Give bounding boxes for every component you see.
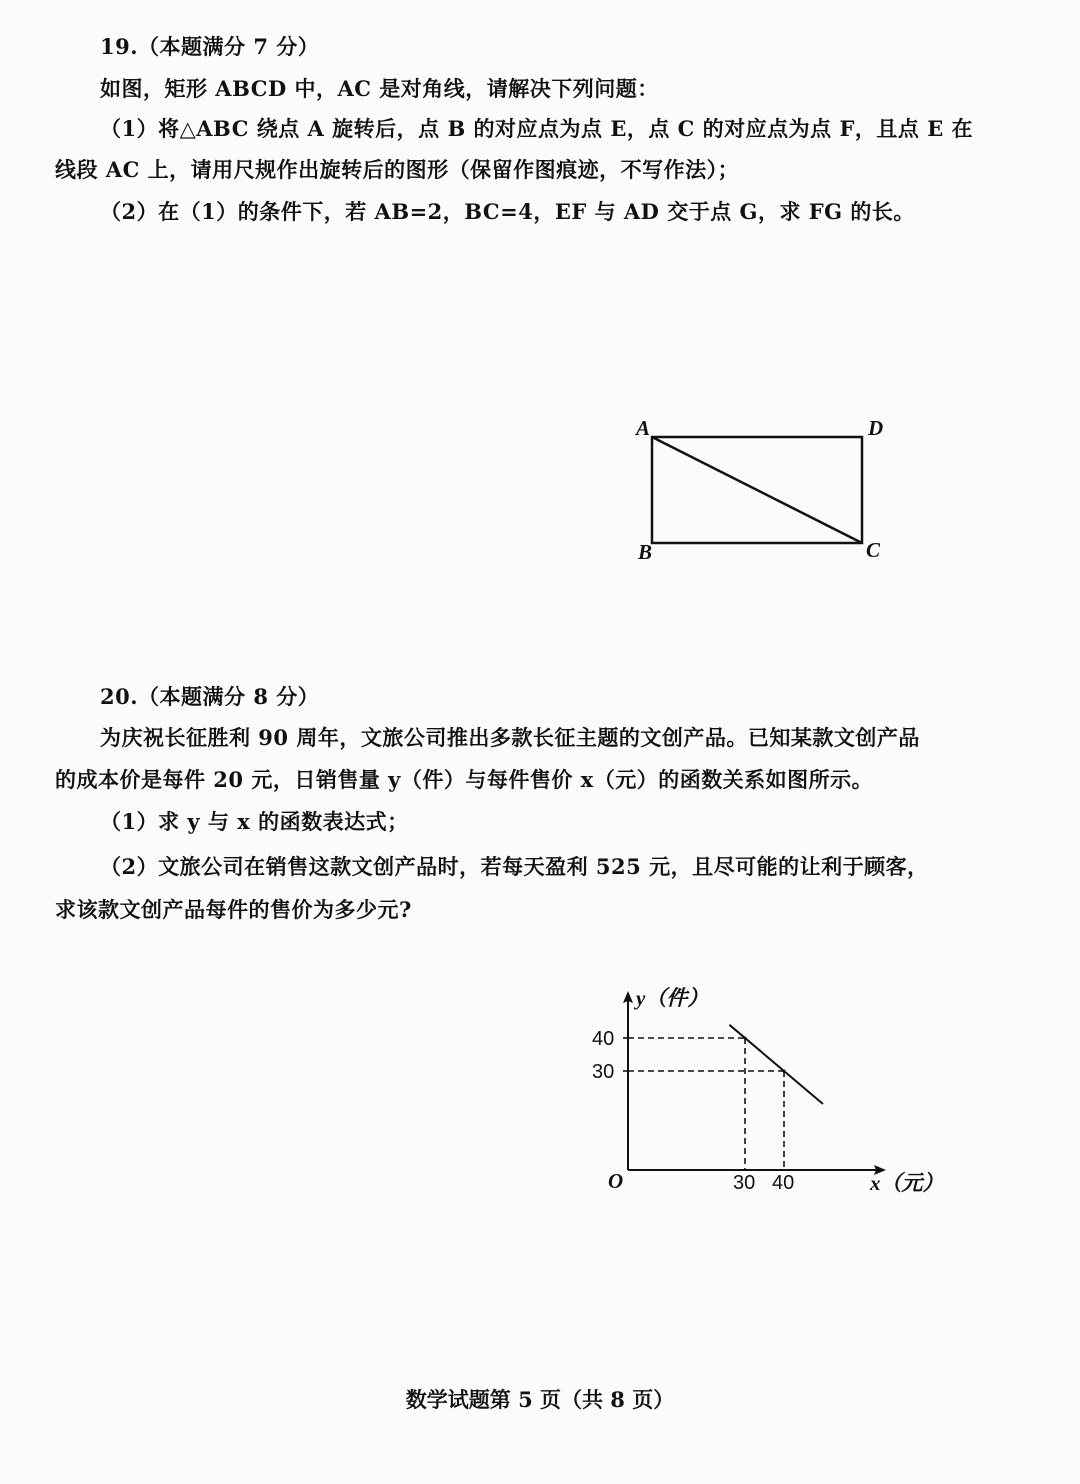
q20-part2-line1: （2）文旅公司在销售这款文创产品时，若每天盈利 525 元，且尽可能的让利于顾客， — [100, 854, 929, 879]
rectangle-figure — [620, 405, 910, 575]
y-axis-label: y（件） — [636, 986, 709, 1010]
q19-intro: 如图，矩形 ABCD 中，AC 是对角线，请解决下列问题： — [100, 76, 659, 101]
x-tick-label: 30 — [733, 1172, 756, 1194]
q19-part2: （2）在（1）的条件下，若 AB=2，BC=4，EF 与 AD 交于点 G，求 FG 的长。 — [100, 199, 915, 224]
function-line — [729, 1025, 823, 1104]
q20-header: 20.（本题满分 8 分） — [100, 684, 320, 709]
q20-part2-line2: 求该款文创产品每件的售价为多少元? — [55, 897, 412, 922]
q20-intro-line1: 为庆祝长征胜利 90 周年，文旅公司推出多款长征主题的文创产品。已知某款文创产品 — [100, 725, 920, 750]
y-tick-label: 30 — [592, 1061, 615, 1083]
page-footer: 数学试题第 5 页（共 8 页） — [405, 1387, 675, 1412]
origin-label: O — [608, 1169, 624, 1193]
label-a: A — [636, 416, 651, 440]
diagonal-ac — [652, 437, 862, 543]
q20-part1: （1）求 y 与 x 的函数表达式； — [100, 809, 409, 834]
x-tick-label: 40 — [772, 1172, 795, 1194]
label-c: C — [866, 538, 881, 562]
q19-header: 19.（本题满分 7 分） — [100, 34, 320, 59]
x-axis-label: x（元） — [870, 1171, 944, 1195]
q20-intro-line2: 的成本价是每件 20 元，日销售量 y（件）与每件售价 x（元）的函数关系如图所示。 — [55, 767, 874, 792]
label-b: B — [638, 540, 653, 564]
q19-part1-line1: （1）将△ABC 绕点 A 旋转后，点 B 的对应点为点 E，点 C 的对应点为点 F，且点 E 在 — [100, 116, 974, 141]
sales-function-chart — [590, 975, 950, 1205]
label-d: D — [868, 416, 884, 440]
y-tick-label: 40 — [592, 1028, 615, 1050]
q19-part1-line2: 线段 AC 上，请用尺规作出旋转后的图形（保留作图痕迹，不写作法）； — [55, 157, 740, 182]
